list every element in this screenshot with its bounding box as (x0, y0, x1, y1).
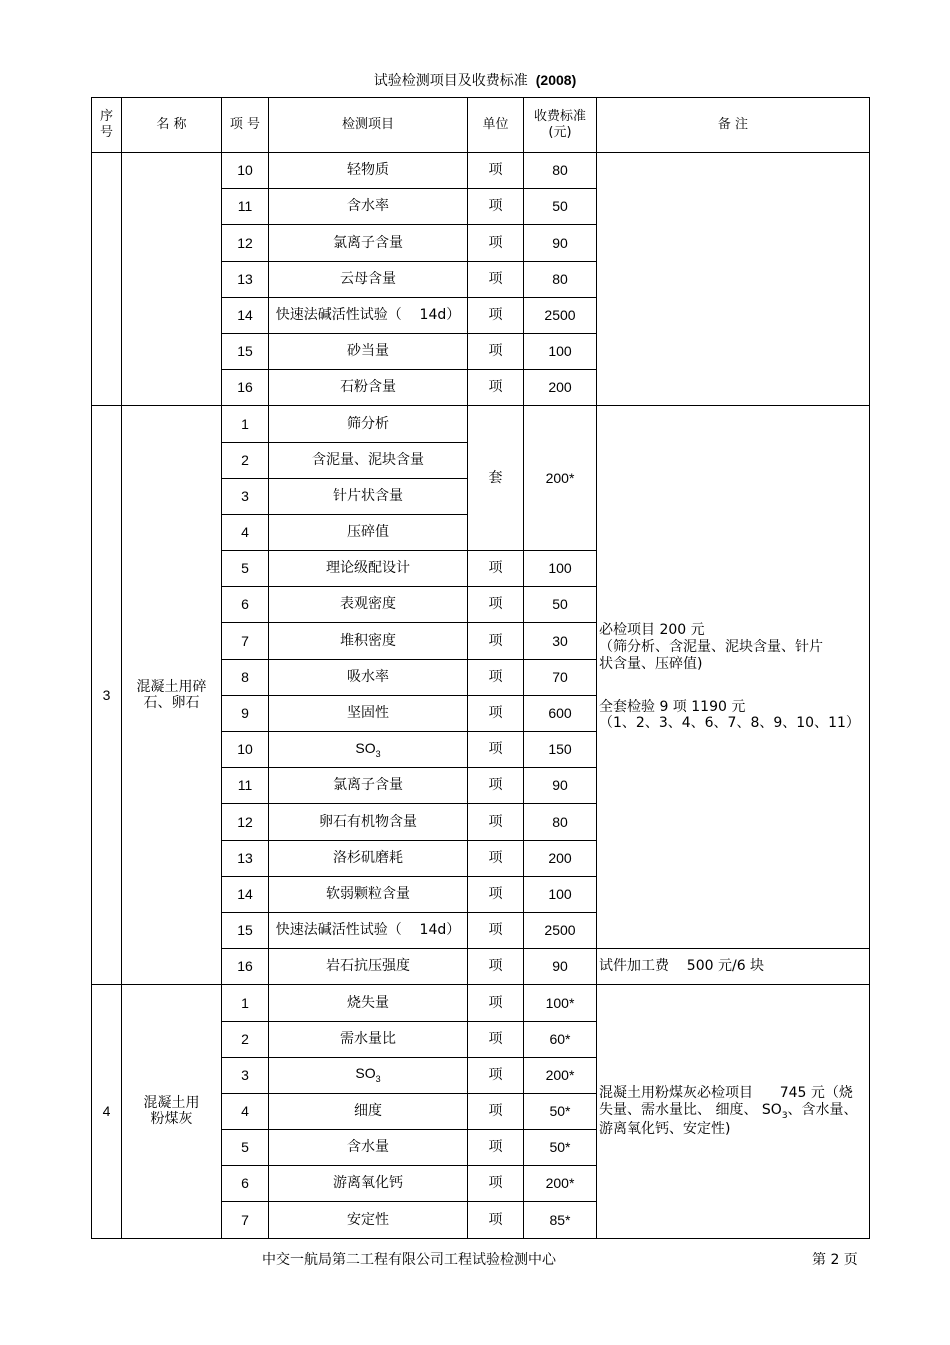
group3-name: 混凝土用碎 石、卵石 (122, 406, 222, 985)
table-row: 7 堆积密度 项 30 (92, 623, 870, 659)
table-row: 4 细度 项 50* (92, 1093, 870, 1129)
table-header (92, 98, 870, 153)
table-row: 6 游离氧化钙 项 200* (92, 1166, 870, 1202)
table-row: 9 坚固性 项 600 (92, 695, 870, 731)
table-row: 16 岩石抗压强度 项 90 试件加工费 500 元/6 块 (92, 949, 870, 985)
table-row: 3 $SO_3$ 项 200* (92, 1057, 870, 1093)
seq-cell-empty (92, 153, 122, 406)
table-row: 13 洛杉矶磨耗 项 200 (92, 840, 870, 876)
group4-name: 混凝土用 粉煤灰 (122, 985, 222, 1238)
table-row: 11 氯离子含量 项 90 (92, 768, 870, 804)
table-row: 15 砂当量 项 100 (92, 333, 870, 369)
table-row: 10 轻物质 项 80 (92, 153, 870, 189)
header-test-item: 检测项目 (269, 98, 468, 153)
table-row: 6 表观密度 项 50 (92, 587, 870, 623)
title-text: 试验检测项目及收费标准 (373, 73, 528, 89)
group3-remark: 必检项目 200 元 （筛分析、含泥量、泥块含量、针片 状含量、压碎值) 全套检验 9 项 1190 元 （1、2、3、4、6、7、8、9、10、11） (597, 406, 870, 949)
table-row: 15 快速法碱活性试验（ 14d） 项 2500 (92, 912, 870, 948)
header-remark: 备 注 (597, 98, 870, 153)
table-row: 10 $SO_3$ 项 150 (92, 732, 870, 768)
group3-set-unit: 套 (468, 406, 524, 551)
header-unit: 单位 (468, 98, 524, 153)
group3-set-fee: 200* (524, 406, 597, 551)
table-row: 16 石粉含量 项 200 (92, 370, 870, 406)
table-row: 2 含泥量、泥块含量 (92, 442, 870, 478)
table-row: 5 含水量 项 50* (92, 1130, 870, 1166)
table-row: 4 压碎值 (92, 514, 870, 550)
header-fee: 收费标准 (元) (524, 98, 597, 153)
table-row: 4 混凝土用 粉煤灰 1 烧失量 项 100* 混凝土用粉煤灰必检项目 745 元（烧 失量、需水量比、 细度、 $SO_3$、含水量、 游离氧化钙、安定性) (92, 985, 870, 1021)
table-row: 3 混凝土用碎 石、卵石 1 筛分析 套 200* 必检项目 200 元 （筛分析、含泥量、泥块含量、针片 状含量、压碎值) 全套检验 9 项 1190 元 （1、2、3、4、6、7、8、9、10、11） (92, 406, 870, 442)
table-row: 8 吸水率 项 70 (92, 659, 870, 695)
remark-cell-empty (597, 153, 870, 406)
table-row: 12 氯离子含量 项 90 (92, 225, 870, 261)
table-row: 12 卵石有机物含量 项 80 (92, 804, 870, 840)
footer-org: 中交一航局第二工程有限公司工程试验检测中心 (262, 1252, 556, 1268)
table-row: 2 需水量比 项 60* (92, 1021, 870, 1057)
header-name: 名 称 (122, 98, 222, 153)
table-row: 7 安定性 项 85* (92, 1202, 870, 1238)
header-item-no: 项 号 (222, 98, 269, 153)
page-title (0, 70, 950, 90)
table-row: 14 软弱颗粒含量 项 100 (92, 876, 870, 912)
name-cell-empty (122, 153, 222, 406)
table-row: 14 快速法碱活性试验（ 14d） 项 2500 (92, 297, 870, 333)
table-row: 11 含水率 项 50 (92, 189, 870, 225)
header-seq: 序 号 (92, 98, 122, 153)
group4-seq: 4 (92, 985, 122, 1238)
table-row: 5 理论级配设计 项 100 (92, 551, 870, 587)
group3-seq: 3 (92, 406, 122, 985)
group3-row16-remark: 试件加工费 500 元/6 块 (597, 949, 870, 985)
group4-remark: 混凝土用粉煤灰必检项目 745 元（烧 失量、需水量比、 细度、 $SO_3$、含水量、 游离氧化钙、安定性) (597, 985, 870, 1238)
table-row: 13 云母含量 项 80 (92, 261, 870, 297)
table-row: 3 针片状含量 (92, 478, 870, 514)
footer-page-number: 第 2 页 (812, 1252, 858, 1268)
fee-table (91, 97, 870, 1239)
title-year: (2008) (535, 72, 577, 88)
